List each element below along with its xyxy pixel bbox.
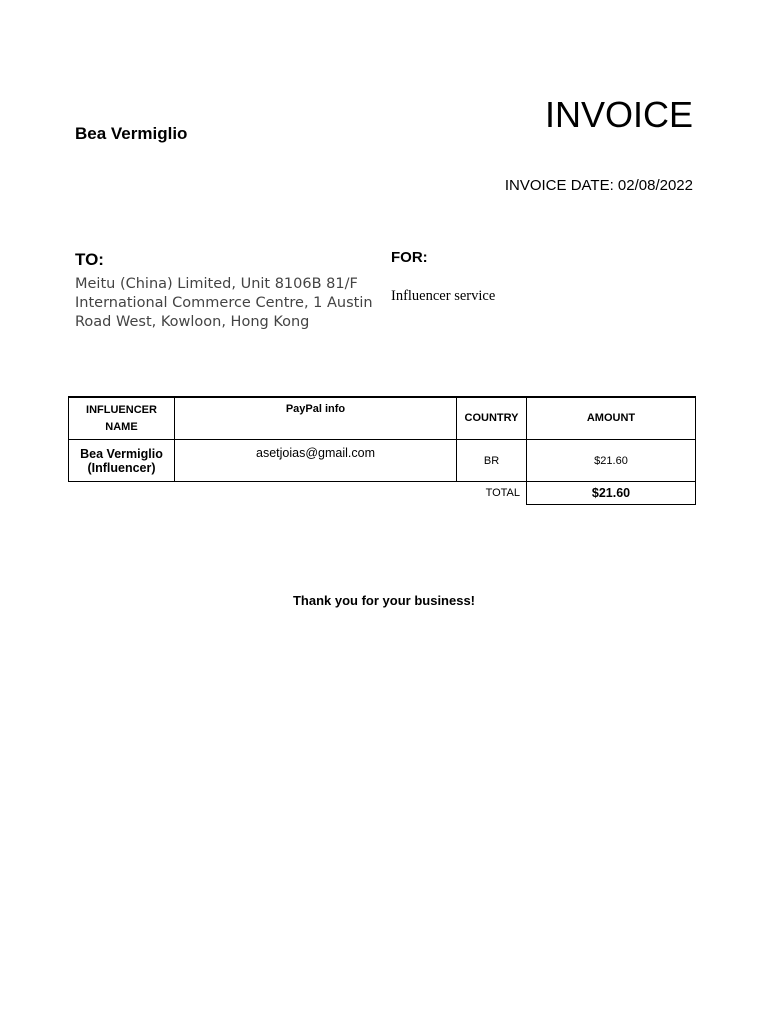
issuer-name: Bea Vermiglio (75, 124, 188, 143)
column-header-amount: AMOUNT (527, 397, 696, 440)
invoice-table (68, 396, 696, 505)
total-row (69, 482, 696, 505)
paypal-email-cell: asetjoias@gmail.com (175, 440, 457, 482)
column-header-influencer-name: INFLUENCER NAME (69, 397, 175, 440)
total-amount: $21.60 (527, 482, 696, 505)
total-label: TOTAL (485, 487, 520, 500)
total-row-spacer (175, 482, 457, 505)
invoice-date: INVOICE DATE: 02/08/2022 (504, 177, 693, 194)
thank-you-message: Thank you for your business! (292, 593, 476, 608)
amount-cell: $21.60 (527, 440, 696, 482)
country-cell: BR (457, 440, 527, 482)
column-header-paypal-info: PayPal info (175, 397, 457, 440)
invoice-title: INVOICE (544, 94, 693, 135)
table-header-row (69, 397, 696, 440)
total-row-spacer (69, 482, 175, 505)
recipient-address: Meitu (China) Limited, Unit 8106B 81/F International Commerce Centre, 1 Austin Road West, Kowloon, Hong Kong (75, 276, 373, 330)
for-heading: FOR: (391, 249, 428, 266)
service-description: Influencer service (391, 288, 496, 304)
influencer-name-cell: Bea Vermiglio (Influencer) (69, 440, 175, 482)
column-header-country: COUNTRY (457, 397, 527, 440)
to-heading: TO: (75, 250, 104, 269)
table-row (69, 440, 696, 482)
